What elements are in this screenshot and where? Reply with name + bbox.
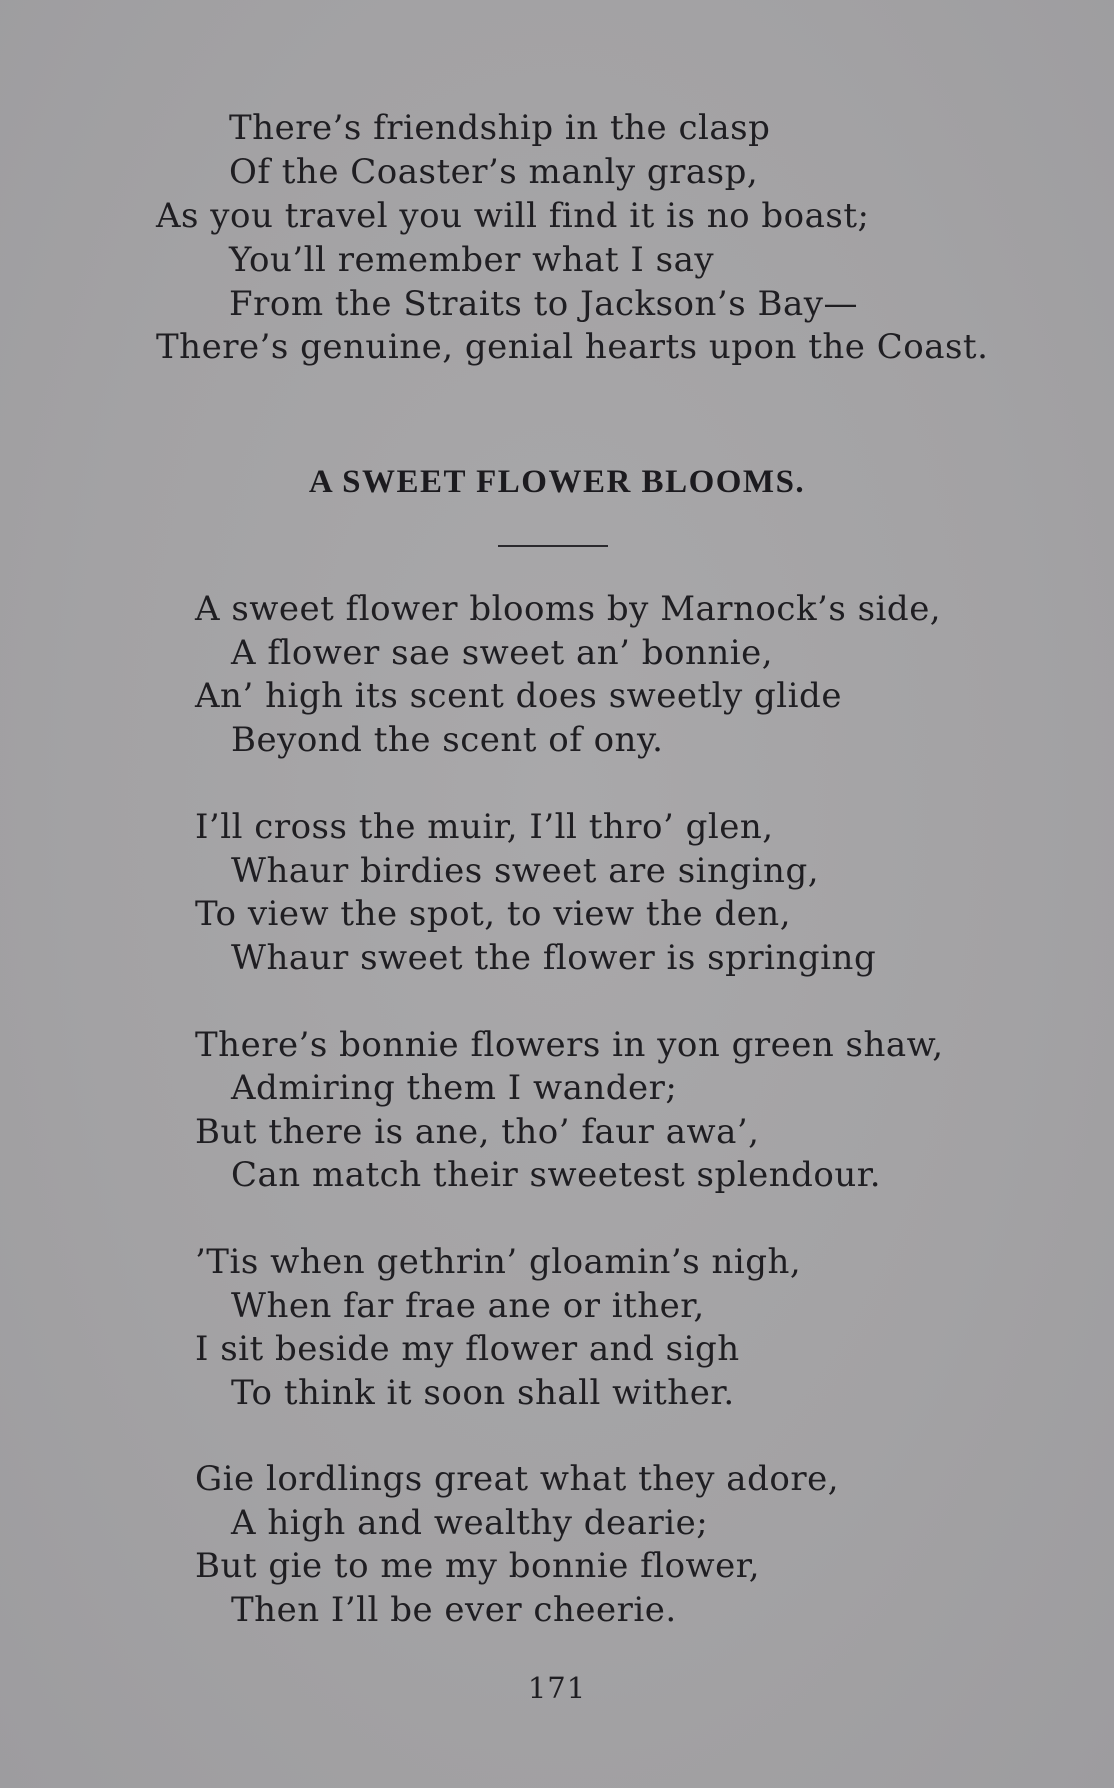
verse-line: There’s friendship in the clasp <box>229 108 771 148</box>
verse-line: Admiring them I wander; <box>231 1068 678 1108</box>
verse-line: You’ll remember what I say <box>229 240 715 280</box>
title-divider <box>498 545 608 547</box>
verse-line: Then I’ll be ever cheerie. <box>231 1590 677 1630</box>
verse-line: Of the Coaster’s manly grasp, <box>229 152 759 192</box>
verse-line: As you travel you will find it is no boast; <box>156 196 870 236</box>
verse-line: Gie lordlings great what they adore, <box>195 1459 839 1499</box>
verse-line: Can match their sweetest splendour. <box>231 1155 882 1195</box>
verse-line: ’Tis when gethrin’ gloamin’s nigh, <box>195 1242 802 1282</box>
verse-line: I’ll cross the muir, I’ll thro’ glen, <box>195 807 774 847</box>
poem-title: A SWEET FLOWER BLOOMS. <box>308 464 806 500</box>
verse-line: But gie to me my bonnie flower, <box>195 1546 761 1586</box>
verse-line: From the Straits to Jackson’s Bay— <box>229 284 858 324</box>
verse-line: A flower sae sweet an’ bonnie, <box>231 633 774 673</box>
verse-line: An’ high its scent does sweetly glide <box>195 676 842 716</box>
verse-line: There’s genuine, genial hearts upon the Coast. <box>156 327 989 367</box>
verse-line: To think it soon shall wither. <box>231 1373 735 1413</box>
verse-line: Whaur sweet the flower is springing <box>231 938 877 978</box>
verse-line: A sweet flower blooms by Marnock’s side, <box>195 589 942 629</box>
page-number: 171 <box>527 1671 587 1705</box>
verse-line: To view the spot, to view the den, <box>195 894 792 934</box>
verse-line: Beyond the scent of ony. <box>231 720 664 760</box>
verse-line: There’s bonnie flowers in yon green shaw, <box>195 1025 944 1065</box>
verse-line: Whaur birdies sweet are singing, <box>231 851 820 891</box>
verse-line: I sit beside my flower and sigh <box>195 1329 740 1369</box>
verse-line: A high and wealthy dearie; <box>231 1503 709 1543</box>
verse-line: But there is ane, tho’ faur awa’, <box>195 1112 760 1152</box>
verse-line: When far frae ane or ither, <box>231 1286 705 1326</box>
